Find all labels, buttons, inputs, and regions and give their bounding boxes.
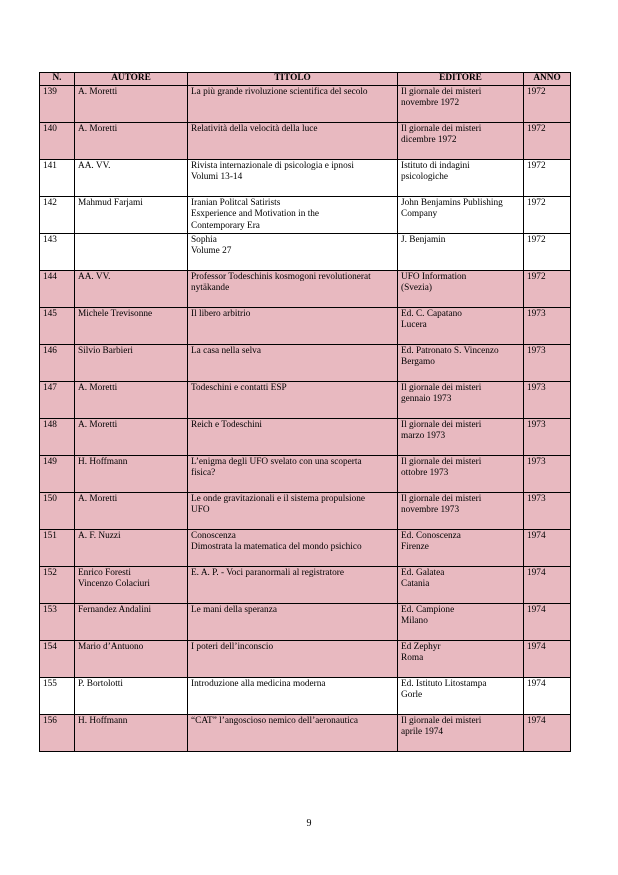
- cell-publisher-line: Ed. C. Capatano: [401, 308, 462, 319]
- table-row: [40, 233, 571, 270]
- cell-number: 153: [40, 603, 75, 640]
- cell-title-line: UFO: [191, 505, 210, 515]
- cell-author: [75, 381, 188, 418]
- table-row: [40, 529, 571, 566]
- cell-year: 1974: [524, 640, 571, 677]
- cell-author-line: Mahmud Farjami: [78, 197, 143, 208]
- cell-author: [75, 196, 188, 233]
- cell-year: 1973: [524, 381, 571, 418]
- cell-publisher-line: Milano: [401, 616, 428, 626]
- cell-publisher-line: Il giornale dei misteri: [401, 493, 482, 504]
- cell-number: 141: [40, 159, 75, 196]
- cell-title-line: Iranian Politcal Satirists: [191, 197, 281, 208]
- cell-year: 1974: [524, 603, 571, 640]
- cell-year: 1972: [524, 233, 571, 270]
- cell-number: 146: [40, 344, 75, 381]
- cell-year: 1973: [524, 418, 571, 455]
- cell-publisher: [398, 529, 524, 566]
- bibliography-table: [39, 72, 571, 752]
- cell-author-line: Enrico Foresti: [78, 567, 131, 578]
- cell-author: [75, 492, 188, 529]
- cell-year: 1974: [524, 566, 571, 603]
- header-author: AUTORE: [75, 73, 188, 86]
- cell-title: [188, 344, 398, 381]
- cell-title-line: Esxperience and Motivation in the: [191, 209, 320, 219]
- cell-title-line: Sophia: [191, 234, 217, 245]
- cell-number: 140: [40, 122, 75, 159]
- cell-title: [188, 122, 398, 159]
- cell-title-line: Contemporary Era: [191, 220, 260, 231]
- cell-author-line: AA. VV.: [78, 160, 111, 171]
- cell-author-line: A. Moretti: [78, 123, 118, 134]
- cell-number: 151: [40, 529, 75, 566]
- cell-number: 145: [40, 307, 75, 344]
- cell-title-line: Il libero arbitrio: [191, 308, 251, 319]
- cell-publisher-line: Ed Zephyr: [401, 641, 441, 652]
- cell-title-line: Introduzione alla medicina moderna: [191, 678, 326, 689]
- header-publisher: EDITORE: [398, 73, 524, 86]
- cell-publisher: [398, 381, 524, 418]
- table-row: [40, 714, 571, 751]
- cell-number: 147: [40, 381, 75, 418]
- cell-title-line: E. A. P. - Voci paranormali al registratore: [191, 567, 345, 578]
- cell-author: [75, 344, 188, 381]
- cell-publisher: [398, 603, 524, 640]
- cell-title-line: Rivista internazionale di psicologia e ipnosi: [191, 160, 354, 171]
- cell-number: 143: [40, 233, 75, 270]
- cell-publisher-line: Il giornale dei misteri: [401, 456, 482, 467]
- cell-author-line: Michele Trevisonne: [78, 308, 153, 319]
- cell-title-line: La più grande rivoluzione scientifica del secolo: [191, 86, 368, 97]
- cell-author: [75, 455, 188, 492]
- cell-year: 1974: [524, 677, 571, 714]
- cell-publisher-line: Ed. Istituto Litostampa: [401, 678, 487, 689]
- cell-publisher: [398, 566, 524, 603]
- cell-number: 148: [40, 418, 75, 455]
- cell-number: 155: [40, 677, 75, 714]
- table-row: [40, 307, 571, 344]
- cell-author-line: Mario d’Antuono: [78, 641, 144, 652]
- cell-number: 144: [40, 270, 75, 307]
- cell-year: 1972: [524, 270, 571, 307]
- cell-publisher-line: Catania: [401, 579, 430, 589]
- cell-publisher-line: Bergamo: [401, 357, 435, 367]
- cell-publisher-line: Ed. Galatea: [401, 567, 445, 578]
- cell-title: [188, 492, 398, 529]
- cell-year: 1972: [524, 122, 571, 159]
- cell-title-line: Volumi 13-14: [191, 172, 243, 182]
- cell-publisher-line: UFO Information: [401, 271, 467, 282]
- cell-title: [188, 603, 398, 640]
- cell-author-line: A. Moretti: [78, 493, 118, 504]
- cell-year: 1973: [524, 307, 571, 344]
- cell-title-line: Reich e Todeschini: [191, 419, 262, 430]
- cell-title: [188, 455, 398, 492]
- cell-publisher: [398, 677, 524, 714]
- header-title: TITOLO: [188, 73, 398, 86]
- cell-publisher: [398, 640, 524, 677]
- page-number: 9: [306, 818, 312, 829]
- cell-publisher: [398, 233, 524, 270]
- cell-title-line: Le mani della speranza: [191, 604, 277, 615]
- cell-publisher-line: marzo 1973: [401, 431, 446, 441]
- cell-number: 156: [40, 714, 75, 751]
- table-row: [40, 270, 571, 307]
- cell-author-line: A. Moretti: [78, 86, 118, 97]
- table-row: [40, 381, 571, 418]
- cell-title: [188, 418, 398, 455]
- cell-title: [188, 381, 398, 418]
- cell-publisher-line: Lucera: [401, 320, 427, 330]
- cell-title: [188, 714, 398, 751]
- cell-publisher-line: novembre 1973: [401, 505, 460, 515]
- cell-title: [188, 233, 398, 270]
- cell-title-line: Professor Todeschinis kosmogoni revolutionerat: [191, 271, 371, 282]
- cell-author-line: H. Hoffmann: [78, 456, 128, 467]
- cell-publisher: [398, 492, 524, 529]
- cell-publisher-line: Il giornale dei misteri: [401, 123, 482, 134]
- cell-number: 154: [40, 640, 75, 677]
- cell-year: 1974: [524, 529, 571, 566]
- cell-title-line: Todeschini e contatti ESP: [191, 382, 287, 393]
- cell-title-line: Volume 27: [191, 246, 232, 256]
- cell-author: [75, 677, 188, 714]
- cell-title: [188, 529, 398, 566]
- cell-publisher-line: Roma: [401, 653, 424, 663]
- table-row: [40, 159, 571, 196]
- header-number: N.: [40, 73, 75, 86]
- cell-publisher-line: Istituto di indagini: [401, 160, 470, 171]
- cell-publisher-line: Company: [401, 209, 438, 219]
- cell-publisher: [398, 418, 524, 455]
- cell-author: [75, 159, 188, 196]
- table-row: [40, 677, 571, 714]
- cell-title-line: fisica?: [191, 468, 216, 478]
- cell-author-line: Vincenzo Colaciuri: [78, 579, 150, 589]
- table-row: [40, 566, 571, 603]
- cell-publisher-line: Gorle: [401, 690, 423, 700]
- cell-publisher: [398, 307, 524, 344]
- cell-title: [188, 566, 398, 603]
- cell-author: [75, 122, 188, 159]
- cell-author-line: A. Moretti: [78, 419, 118, 430]
- cell-publisher-line: psicologiche: [401, 172, 448, 182]
- cell-author: [75, 714, 188, 751]
- catalog-page: [39, 72, 570, 752]
- cell-title: [188, 677, 398, 714]
- cell-title-line: Relatività della velocità della luce: [191, 123, 318, 134]
- cell-author-line: Fernandez Andalini: [78, 604, 152, 615]
- cell-author: [75, 603, 188, 640]
- cell-publisher-line: novembre 1972: [401, 98, 460, 108]
- cell-publisher: [398, 714, 524, 751]
- cell-title: [188, 640, 398, 677]
- cell-publisher-line: gennaio 1973: [401, 394, 452, 404]
- cell-publisher: [398, 159, 524, 196]
- cell-title-line: “CAT” l’angoscioso nemico dell’aeronautica: [191, 715, 359, 726]
- cell-author-line: A. F. Nuzzi: [78, 530, 121, 541]
- cell-publisher-line: Firenze: [401, 542, 429, 552]
- cell-title: [188, 270, 398, 307]
- cell-author: [75, 270, 188, 307]
- cell-author-line: P. Bortolotti: [78, 678, 123, 689]
- header-year: ANNO: [524, 73, 571, 86]
- cell-publisher-line: J. Benjamin: [401, 234, 446, 245]
- cell-publisher-line: ottobre 1973: [401, 468, 449, 478]
- cell-publisher-line: John Benjamins Publishing: [401, 197, 503, 208]
- cell-publisher: [398, 196, 524, 233]
- cell-author-line: AA. VV.: [78, 271, 111, 282]
- cell-title: [188, 307, 398, 344]
- table-row: [40, 122, 571, 159]
- cell-author-line: Silvio Barbieri: [78, 345, 134, 356]
- table-row: [40, 85, 571, 122]
- cell-title-line: La casa nella selva: [191, 345, 261, 356]
- cell-year: 1973: [524, 455, 571, 492]
- cell-publisher-line: Ed. Campione: [401, 604, 455, 615]
- cell-title-line: nytäkande: [191, 283, 230, 293]
- cell-publisher-line: Ed. Patronato S. Vincenzo: [401, 345, 499, 356]
- cell-number: 152: [40, 566, 75, 603]
- cell-number: 139: [40, 85, 75, 122]
- cell-publisher: [398, 122, 524, 159]
- cell-publisher-line: dicembre 1972: [401, 135, 457, 145]
- cell-publisher: [398, 455, 524, 492]
- cell-year: 1974: [524, 714, 571, 751]
- cell-publisher-line: (Svezia): [401, 283, 432, 293]
- table-row: [40, 492, 571, 529]
- cell-publisher-line: Il giornale dei misteri: [401, 715, 482, 726]
- cell-title-line: L’enigma degli UFO svelato con una scoperta: [191, 456, 362, 467]
- cell-title: [188, 85, 398, 122]
- cell-title-line: I poteri dell’inconscio: [191, 641, 274, 652]
- cell-author: [75, 233, 188, 270]
- cell-title-line: Dimostrata la matematica del mondo psichico: [191, 542, 362, 552]
- cell-publisher: [398, 344, 524, 381]
- table-row: [40, 640, 571, 677]
- cell-year: 1973: [524, 344, 571, 381]
- cell-title: [188, 159, 398, 196]
- cell-publisher-line: Il giornale dei misteri: [401, 382, 482, 393]
- cell-author-line: H. Hoffmann: [78, 715, 128, 726]
- table-row: [40, 603, 571, 640]
- cell-title-line: Le onde gravitazionali e il sistema propulsione: [191, 493, 366, 504]
- cell-author: [75, 307, 188, 344]
- table-row: [40, 455, 571, 492]
- cell-publisher: [398, 85, 524, 122]
- cell-author: [75, 418, 188, 455]
- cell-year: 1973: [524, 492, 571, 529]
- cell-author: [75, 566, 188, 603]
- cell-author: [75, 85, 188, 122]
- cell-publisher-line: Il giornale dei misteri: [401, 419, 482, 430]
- cell-publisher-line: Il giornale dei misteri: [401, 86, 482, 97]
- cell-publisher-line: Ed. Conoscenza: [401, 530, 461, 541]
- cell-number: 149: [40, 455, 75, 492]
- table-row: [40, 344, 571, 381]
- table-row: [40, 196, 571, 233]
- header-row: [40, 73, 571, 86]
- cell-publisher-line: aprile 1974: [401, 727, 444, 737]
- cell-publisher: [398, 270, 524, 307]
- cell-year: 1972: [524, 196, 571, 233]
- cell-number: 150: [40, 492, 75, 529]
- cell-year: 1972: [524, 159, 571, 196]
- cell-number: 142: [40, 196, 75, 233]
- cell-author: [75, 640, 188, 677]
- cell-title-line: Conoscenza: [191, 530, 236, 541]
- cell-author: [75, 529, 188, 566]
- cell-author-line: A. Moretti: [78, 382, 118, 393]
- table-row: [40, 418, 571, 455]
- cell-title: [188, 196, 398, 233]
- cell-year: 1972: [524, 85, 571, 122]
